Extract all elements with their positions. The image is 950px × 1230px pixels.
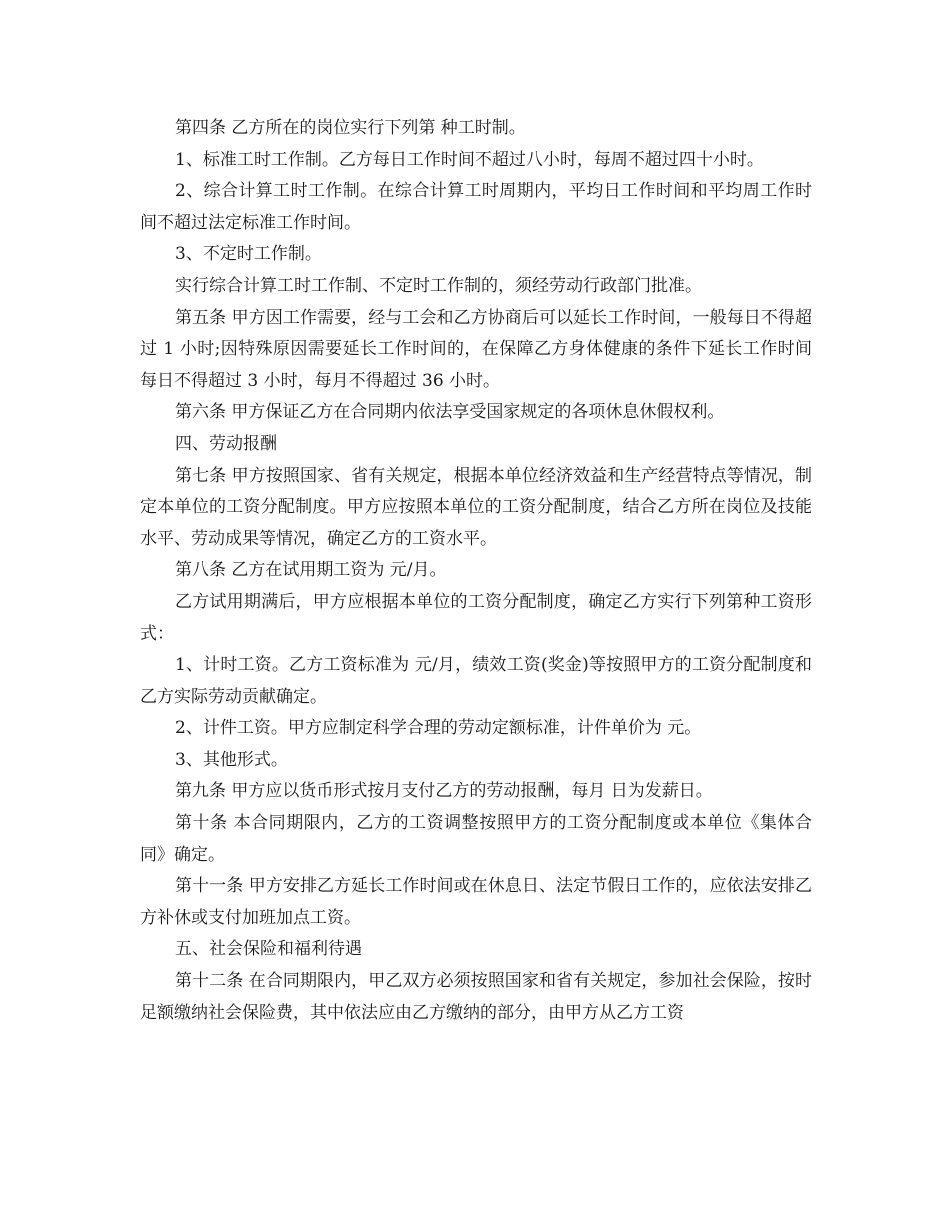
article-4-paragraph: 第四条 乙方所在的岗位实行下列第 种工时制。 — [175, 118, 526, 138]
article-6-paragraph: 第六条 甲方保证乙方在合同期内依法享受国家规定的各项休息休假权利。 — [175, 402, 725, 423]
article-10-paragraph: 第十条 本合同期限内，乙方的工资调整按照甲方的工资分配制度或本单位《集体合同》确定。 — [140, 813, 812, 865]
hourly-wage-paragraph: 1、计时工资。乙方工资标准为 元/月，绩效工资(奖金)等按照甲方的工资分配制度和乙方实际劳动贡献确定。 — [140, 655, 812, 707]
section-4-heading: 四、劳动报酬 — [175, 433, 277, 454]
flexible-hours-paragraph: 3、不定时工作制。 — [175, 244, 322, 265]
section-5-heading: 五、社会保险和福利待遇 — [175, 939, 362, 960]
article-7-paragraph: 第七条 甲方按照国家、省有关规定，根据本单位经济效益和生产经营特点等情况，制定本单位的工资分配制度。甲方应按照本单位的工资分配制度，结合乙方所在岗位及技能水平、劳动成果等情况，确定乙方的工资水平。 — [140, 465, 812, 549]
article-5-paragraph: 第五条 甲方因工作需要，经与工会和乙方协商后可以延长工作时间，一般每日不得超过 1 小时;因特殊原因需要延长工作时间的，在保障乙方身体健康的条件下延长工作时间每日不得超过 3 小时，每月不得超过 36 小时。 — [140, 307, 812, 391]
article-12-paragraph: 第十二条 在合同期限内，甲乙双方必须按照国家和省有关规定，参加社会保险，按时足额缴纳社会保险费，其中依法应由乙方缴纳的部分，由甲方从乙方工资 — [140, 971, 812, 1023]
article-11-paragraph: 第十一条 甲方安排乙方延长工作时间或在休息日、法定节假日工作的，应依法安排乙方补休或支付加班加点工资。 — [140, 876, 812, 928]
standard-hours-paragraph: 1、标准工时工作制。乙方每日工作时间不超过八小时，每周不超过四十小时。 — [175, 149, 764, 170]
post-probation-paragraph: 乙方试用期满后，甲方应根据本单位的工资分配制度，确定乙方实行下列第种工资形式： — [140, 591, 812, 644]
approval-paragraph: 实行综合计算工时工作制、不定时工作制的，须经劳动行政部门批准。 — [175, 275, 702, 296]
article-9-paragraph: 第九条 甲方应以货币形式按月支付乙方的劳动报酬，每月 日为发薪日。 — [175, 781, 713, 802]
comprehensive-hours-paragraph: 2、综合计算工时工作制。在综合计算工时周期内，平均日工作时间和平均周工作时间不超过法定标准工作时间。 — [140, 181, 812, 233]
article-8-paragraph: 第八条 乙方在试用期工资为 元/月。 — [175, 560, 447, 581]
piece-wage-paragraph: 2、计件工资。甲方应制定科学合理的劳动定额标准，计件单价为 元。 — [175, 718, 702, 739]
other-forms-paragraph: 3、其他形式。 — [175, 749, 288, 770]
